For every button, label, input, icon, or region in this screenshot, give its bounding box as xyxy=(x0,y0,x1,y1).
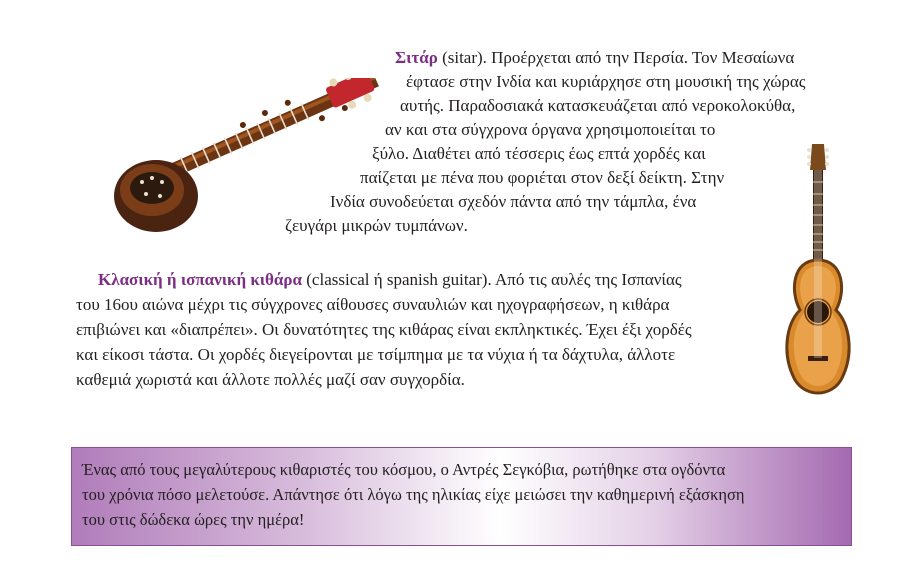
sitar-line: Σιτάρ (sitar). Προέρχεται από την Περσία. Τον Μεσαίωνα xyxy=(395,48,795,67)
guitar-line: καθεμιά χωριστά και άλλοτε πολλές μαζί σαν συγχορδία. xyxy=(76,370,465,389)
sitar-line: έφτασε στην Ινδία και κυριάρχησε στη μουσική της χώρας xyxy=(406,72,806,91)
fact-line: του στις δώδεκα ώρες την ημέρα! xyxy=(82,510,305,529)
fact-line: Ένας από τους μεγαλύτερους κιθαριστές του κόσμου, ο Αντρές Σεγκόβια, ρωτήθηκε στα ογδόντα xyxy=(82,460,726,479)
guitar-line: και είκοσι τάστα. Οι χορδές διεγείρονται με τσίμπημα με τα νύχια ή τα δάχτυλα, άλλοτε xyxy=(76,345,676,364)
sitar-term: Σιτάρ xyxy=(395,48,438,67)
guitar-line: Κλασική ή ισπανική κιθάρα (classical ή spanish guitar). Από τις αυλές της Ισπανίας xyxy=(98,270,682,289)
sitar-line: αν και στα σύγχρονα όργανα χρησιμοποιείται το xyxy=(385,120,716,139)
fact-line: του χρόνια πόσο μελετούσε. Απάντησε ότι λόγω της ηλικίας είχε μειώσει την καθημερινή εξάσκηση xyxy=(82,485,745,504)
sitar-line: αυτής. Παραδοσιακά κατασκευάζεται από νεροκολοκύθα, xyxy=(400,96,796,115)
guitar-illustration xyxy=(782,142,854,404)
guitar-line: του 16ου αιώνα μέχρι τις σύγχρονες αίθουσες συναυλιών και ηχογραφήσεων, η κιθάρα xyxy=(76,295,670,314)
sitar-line: ζευγάρι μικρών τυμπάνων. xyxy=(285,216,468,235)
sitar-line: ξύλο. Διαθέτει από τέσσερις έως επτά χορδές και xyxy=(372,144,706,163)
sitar-line: Ινδία συνοδεύεται σχεδόν πάντα από την τάμπλα, ένα xyxy=(330,192,697,211)
sitar-line: παίζεται με πένα που φοριέται στον δεξί δείκτη. Στην xyxy=(360,168,725,187)
guitar-term: Κλασική ή ισπανική κιθάρα xyxy=(98,270,303,289)
guitar-line: επιβιώνει και «διαπρέπει». Οι δυνατότητες της κιθάρας είναι εκπληκτικές. Έχει έξι χορδές xyxy=(76,320,692,339)
fun-fact-box xyxy=(71,447,852,546)
